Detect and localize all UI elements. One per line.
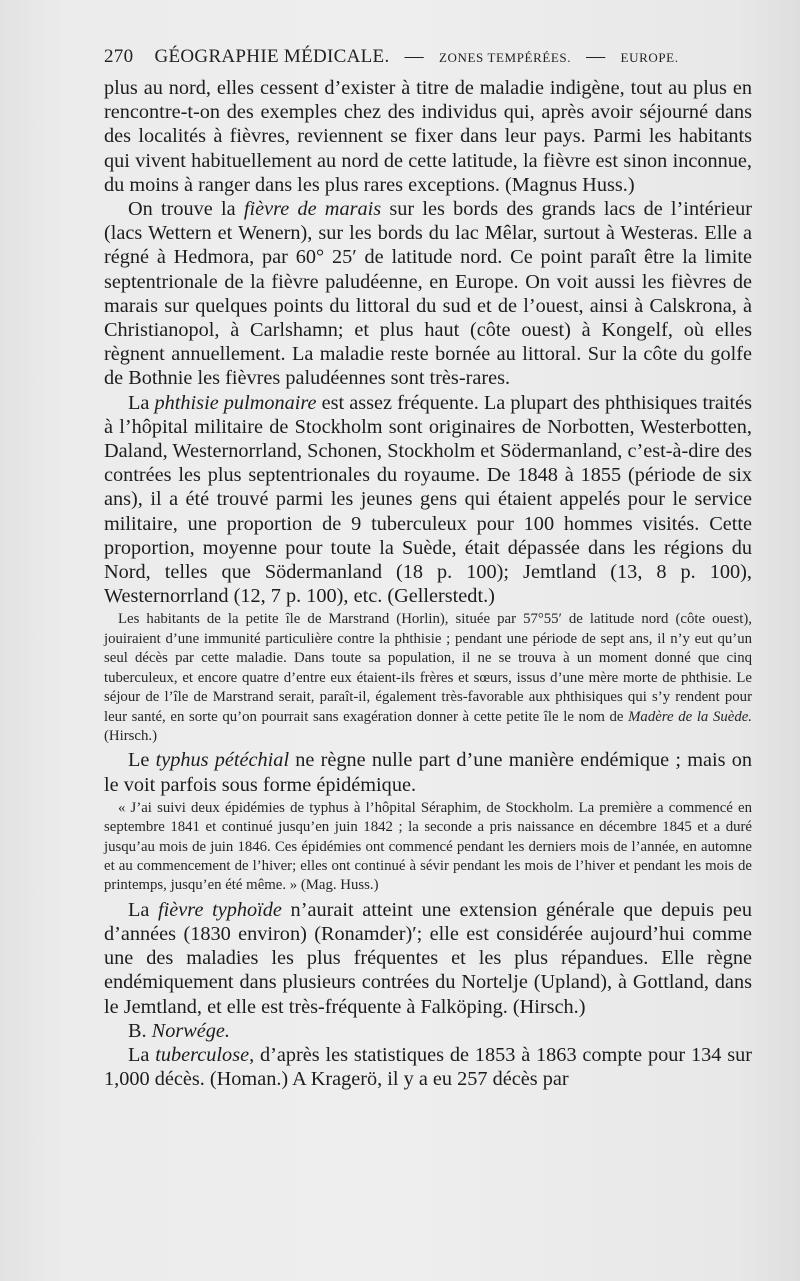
running-header [104, 46, 724, 72]
p5-pre: La [128, 898, 159, 921]
running-title: GÉOGRAPHIE MÉDICALE. [154, 46, 390, 67]
p2-post: sur les bords des grands lacs de l’intérieur (lacs Wettern et Wenern), sur les bords du lac Mêlar, surtout à Westeras. Elle a régné à Hedmora, par 60° 25′ de latitude nord. Ce point paraît être la limite septentrionale de la fièvre paludéenne, en Europe. On voit aussi les fièvres de marais sur quelques points du littoral du sud et de l’ouest, ainsi à Calskrona, à Christianopol, à Carlshamn; et plus haut (côte ouest) à Kongelf, où elles règnent annuellement. La maladie reste bornée au littoral. Sur la côte du golfe de Bothnie les fièvres paludéennes sont très-rares. [104, 198, 753, 390]
subheading-letter: B. [128, 1019, 152, 1042]
note1-pre: Les habitants de la petite île de Marstrand (Horlin), située par 57°55′ de latitude nord (côte ouest), jouiraient d’une immunité particulière contre la phthisie ; pendant une période de sept ans, il n’y eut qu’un seul décès par cette maladie. Dans toute sa population, il ne se trouva à un moment donné que cinq tuberculeux, et encore quatre d’entre eux étaient-ils frères et sœurs, issus d’une mère morte de phthisie. Le séjour de l’île de Marstrand serait, paraît-il, également très-favorable aux phthisiques qui s’y rendent pour leur santé, en sorte qu’on pourrait sans exagération donner à cette petite île le nom de [104, 611, 752, 725]
page-number: 270 [104, 46, 134, 67]
p3-pre: La [128, 391, 155, 414]
term-fievre-typhoide: fièvre typhoïde [158, 898, 282, 921]
note-marstrand [104, 610, 752, 746]
p5-post: n’aurait atteint une extension générale que depuis peu d’années (1830 environ) (Ronamder)′; elle est considérée aujourd’hui comme une des maladies les plus fréquentes et les plus répandues. Elle règne endémiquement dans plusieurs contrées du Nortelje (Upland), à Gottland, dans le Jemtland, et elle est très-fréquente à Falköping. (Hirsch.) [104, 898, 752, 1018]
paragraph-phthisie [104, 391, 752, 609]
p3-post: est assez fréquente. La plupart des phthisiques traités à l’hôpital militaire de Stockholm sont originaires de Norbotten, Westerbotten, Daland, Westernorrland, Schonen, Stockholm et Södermanland, c’est-à-dire des contrées les plus septentrionales du royaume. De 1848 à 1855 (période de six ans), il a été trouvé parmi les jeunes gens qui étaient appelés pour le service militaire, une proportion de 9 tuberculeux pour 100 hommes visités. Cette proportion, moyenne pour toute la Suède, était dépassée dans les régions du Nord, telles que Södermanland (18 p. 100); Jemtland (13, 8 p. 100), Westernorrland (12, 7 p. 100), etc. (Gellerstedt.) [104, 391, 753, 608]
p4-pre: Le [128, 749, 156, 772]
term-tuberculose: tuberculose, [155, 1043, 255, 1066]
running-region: EUROPE. [620, 50, 679, 65]
subheading-norwege [104, 1019, 752, 1043]
p2-pre: On trouve la [128, 198, 244, 221]
term-phthisie-pulmonaire: phthisie pulmonaire [154, 391, 317, 414]
paragraph-fievre-typhoide [104, 898, 752, 1019]
body-text [104, 76, 752, 1091]
paragraph-fievre-marais [104, 197, 752, 391]
subheading-title: Norwége. [151, 1019, 230, 1042]
header-dash: — [404, 46, 424, 67]
term-madere-de-la-suede: Madère de la Suède. [628, 708, 752, 725]
paragraph-typhus [104, 748, 752, 796]
paragraph-malaria-north: plus au nord, elles cessent d’exister à titre de maladie indigène, tout au plus en rencontre-t-on des exemples chez des individus qui, après avoir séjourné dans des localités à fièvres, reviennent se fixer dans leur pays. Parmi les habitants qui vivent habituellement au nord de cette latitude, la fièvre est sinon inconnue, du moins à ranger dans les plus rares exceptions. (Magnus Huss.) [104, 77, 752, 196]
p4-post: ne règne nulle part d’une manière endémique ; mais on le voit parfois sous forme épidémique. [104, 749, 752, 796]
header-dash-2: — [586, 46, 606, 67]
term-fievre-de-marais: fièvre de marais [243, 198, 382, 221]
note-huss-typhus: « J’ai suivi deux épidémies de typhus à l’hôpital Séraphim, de Stockholm. La première a commencé en septembre 1841 et continué jusqu’en juin 1842 ; la seconde a pris naissance en décembre 1845 et a duré jusqu’au mois de juin 1846. Ces épidémies ont commencé pendant les derniers mois de l’année, en automne et au commencement de l’hiver; elles ont continué à sévir pendant les mois de l’hiver et pendant les mois de printemps, jusqu’en été même. » (Mag. Huss.) [104, 799, 752, 894]
p6-pre: La [128, 1043, 156, 1066]
note1-post: (Hirsch.) [104, 727, 158, 744]
p6-post: d’après les statistiques de 1853 à 1863 compte pour 134 sur 1,000 décès. (Homan.) A Kragerö, il y a eu 257 décès par [104, 1043, 752, 1091]
paragraph-tuberculose [104, 1043, 752, 1091]
term-typhus-petechial: typhus pétéchial [155, 749, 290, 772]
running-section: ZONES TEMPÉRÉES. [438, 50, 572, 65]
